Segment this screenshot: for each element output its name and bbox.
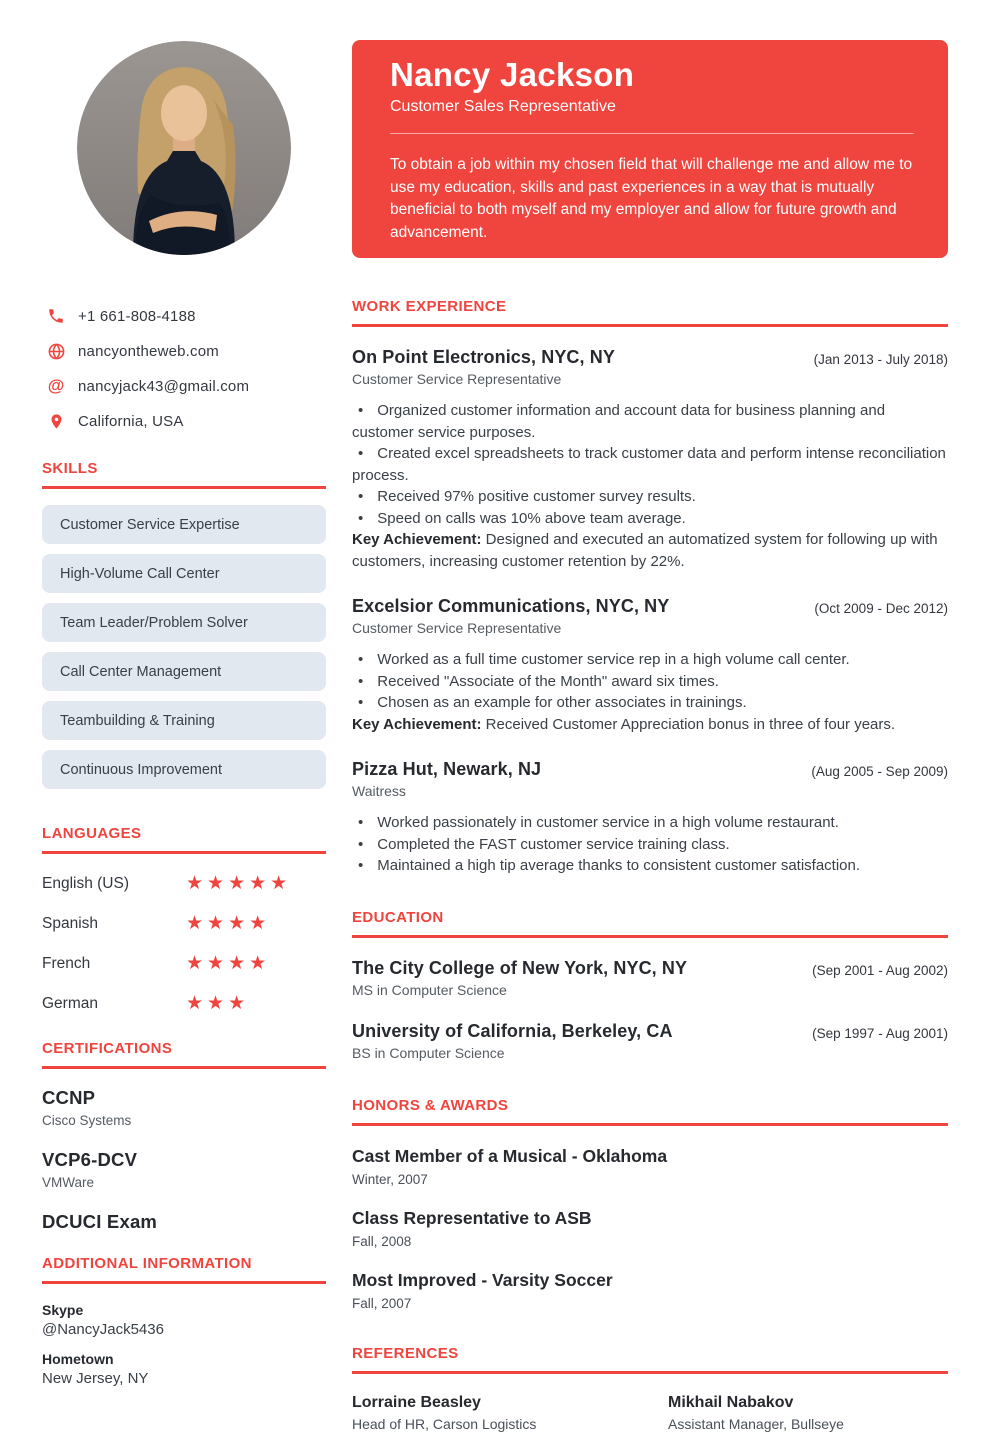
bullet-item: • Worked as a full time customer service rep in a high volume call center. (358, 651, 850, 668)
skills-title: SKILLS (42, 460, 98, 477)
header-divider (390, 133, 914, 134)
skill-pill: Team Leader/Problem Solver (42, 603, 326, 642)
references-divider (352, 1371, 948, 1374)
work-experience-section (352, 298, 948, 877)
honors-title: HONORS & AWARDS (352, 1096, 509, 1114)
company-name: Excelsior Communications, NYC, NY (352, 596, 670, 616)
key-achievement: Key Achievement: Designed and executed an automatized system for following up with customers, increasing customer retention by 22%. (352, 531, 938, 570)
honor-date: Fall, 2007 (352, 1295, 412, 1311)
bullet-item: • Received 97% positive customer survey results. (358, 488, 696, 505)
email-address: nancyjack43@gmail.com (78, 377, 250, 395)
education-section (352, 909, 948, 1061)
location-text: California, USA (78, 412, 184, 430)
job-entry (352, 347, 948, 572)
languages-divider (42, 851, 326, 854)
job-dates: (Oct 2009 - Dec 2012) (814, 601, 948, 616)
language-name: German (42, 995, 98, 1012)
language-row (42, 952, 326, 976)
skill-pill: High-Volume Call Center (42, 554, 326, 593)
certifications-title: CERTIFICATIONS (42, 1040, 173, 1057)
info-label: Skype (42, 1302, 84, 1318)
star-rating: ★★★ (186, 993, 250, 1014)
profile-photo-illustration (77, 41, 291, 255)
certification-item (42, 1149, 326, 1190)
candidate-name: Nancy Jackson (390, 56, 635, 93)
info-value: @NancyJack5436 (42, 1321, 164, 1338)
additional-info-item (42, 1351, 326, 1387)
certification-item (42, 1211, 326, 1233)
contact-website (42, 340, 326, 362)
honor-entry (352, 1146, 948, 1187)
bullet-item: • Worked passionately in customer service in a high volume restaurant. (358, 814, 839, 831)
languages-section (42, 825, 326, 1016)
info-label: Hometown (42, 1351, 114, 1367)
skills-divider (42, 486, 326, 489)
skill-pill: Teambuilding & Training (42, 701, 326, 740)
job-dates: (Jan 2013 - July 2018) (813, 352, 948, 367)
education-title: EDUCATION (352, 908, 444, 926)
education-entry (352, 1021, 948, 1061)
certification-name: DCUCI Exam (42, 1211, 158, 1232)
main-column (352, 40, 948, 1432)
certifications-section (42, 1040, 326, 1233)
education-dates: (Sep 1997 - Aug 2001) (812, 1025, 948, 1041)
certification-org: VMWare (42, 1175, 95, 1190)
objective-text: To obtain a job within my chosen field that will challenge me and allow me to use my education, skills and past experiences in a way that is mutually beneficial to both myself and my employer and allow for future growth and advancement. (390, 156, 913, 241)
reference-name: Mikhail Nabakov (668, 1393, 794, 1411)
skills-section (42, 460, 326, 789)
bullet-item: • Organized customer information and account data for business planning and customer service purposes. (352, 402, 886, 441)
star-rating: ★★★★ (186, 913, 271, 934)
skill-pill: Call Center Management (42, 652, 326, 691)
star-rating: ★★★★★ (186, 873, 292, 894)
company-name: On Point Electronics, NYC, NY (352, 347, 615, 367)
contact-email (42, 375, 326, 397)
languages-title: LANGUAGES (42, 825, 142, 842)
certification-org: Cisco Systems (42, 1113, 132, 1128)
website-url: nancyontheweb.com (78, 342, 219, 360)
certifications-divider (42, 1066, 326, 1069)
header-card (352, 40, 948, 258)
info-value: New Jersey, NY (42, 1370, 149, 1387)
references-section (352, 1345, 948, 1432)
honor-date: Fall, 2008 (352, 1233, 412, 1249)
bullet-item: • Speed on calls was 10% above team average. (358, 509, 686, 527)
reference-role: Head of HR, Carson Logistics (352, 1415, 537, 1432)
language-name: English (US) (42, 875, 129, 892)
globe-icon (46, 341, 66, 361)
profile-photo (77, 41, 291, 255)
job-entry (352, 596, 948, 735)
bullet-item: • Completed the FAST customer service training class. (358, 835, 730, 853)
additional-info-section (42, 1255, 326, 1387)
honor-entry (352, 1208, 948, 1249)
honor-name: Cast Member of a Musical - Oklahoma (352, 1145, 668, 1166)
location-icon (46, 411, 66, 431)
certification-item (42, 1087, 326, 1128)
language-name: French (42, 955, 91, 972)
reference-name: Lorraine Beasley (352, 1393, 481, 1411)
job-entry (352, 759, 948, 877)
contact-location (42, 410, 326, 432)
company-name: Pizza Hut, Newark, NJ (352, 759, 542, 779)
honor-date: Winter, 2007 (352, 1171, 428, 1187)
key-achievement: Key Achievement: Received Customer Appreciation bonus in three of four years. (352, 715, 896, 733)
job-dates: (Aug 2005 - Sep 2009) (811, 764, 948, 779)
additional-info-divider (42, 1281, 326, 1284)
school-name: The City College of New York, NYC, NY (352, 957, 688, 978)
reference-entry (352, 1394, 668, 1432)
certification-name: CCNP (42, 1087, 96, 1108)
bullet-item: • Received "Associate of the Month" award six times. (358, 672, 719, 690)
education-divider (352, 935, 948, 938)
sidebar (42, 40, 326, 1404)
work-experience-divider (352, 324, 948, 327)
language-name: Spanish (42, 915, 99, 932)
job-role: Customer Service Representative (352, 620, 562, 636)
honors-section (352, 1097, 948, 1311)
degree-name: BS in Computer Science (352, 1044, 505, 1061)
degree-name: MS in Computer Science (352, 981, 507, 998)
honor-entry (352, 1270, 948, 1311)
phone-icon (46, 306, 66, 326)
star-rating: ★★★★ (186, 953, 271, 974)
reference-entry (668, 1394, 948, 1432)
additional-info-item (42, 1302, 326, 1338)
references-title: REFERENCES (352, 1344, 459, 1362)
honors-divider (352, 1123, 948, 1126)
email-icon: @ (47, 376, 65, 395)
bullet-item: • Created excel spreadsheets to track customer data and perform intense reconciliation process. (352, 445, 946, 484)
certification-name: VCP6-DCV (42, 1149, 138, 1170)
reference-role: Assistant Manager, Bullseye (668, 1415, 844, 1432)
language-row (42, 992, 326, 1016)
additional-info-title: ADDITIONAL INFORMATION (42, 1255, 252, 1272)
language-row (42, 912, 326, 936)
honor-name: Most Improved - Varsity Soccer (352, 1269, 613, 1290)
bullet-item: • Chosen as an example for other associates in trainings. (358, 694, 747, 711)
honor-name: Class Representative to ASB (352, 1207, 592, 1228)
education-dates: (Sep 2001 - Aug 2002) (812, 962, 948, 978)
skill-pill: Customer Service Expertise (42, 505, 326, 544)
school-name: University of California, Berkeley, CA (352, 1020, 673, 1041)
contact-phone (42, 305, 326, 327)
candidate-title: Customer Sales Representative (390, 98, 616, 115)
contact-section (42, 305, 326, 432)
bullet-item: • Maintained a high tip average thanks to consistent customer satisfaction. (358, 857, 861, 874)
language-row (42, 872, 326, 896)
phone-number: +1 661-808-4188 (78, 307, 196, 325)
work-experience-title: WORK EXPERIENCE (352, 298, 507, 315)
skill-pill: Continuous Improvement (42, 750, 326, 789)
job-role: Customer Service Representative (352, 371, 562, 387)
education-entry (352, 958, 948, 998)
job-role: Waitress (352, 783, 406, 799)
